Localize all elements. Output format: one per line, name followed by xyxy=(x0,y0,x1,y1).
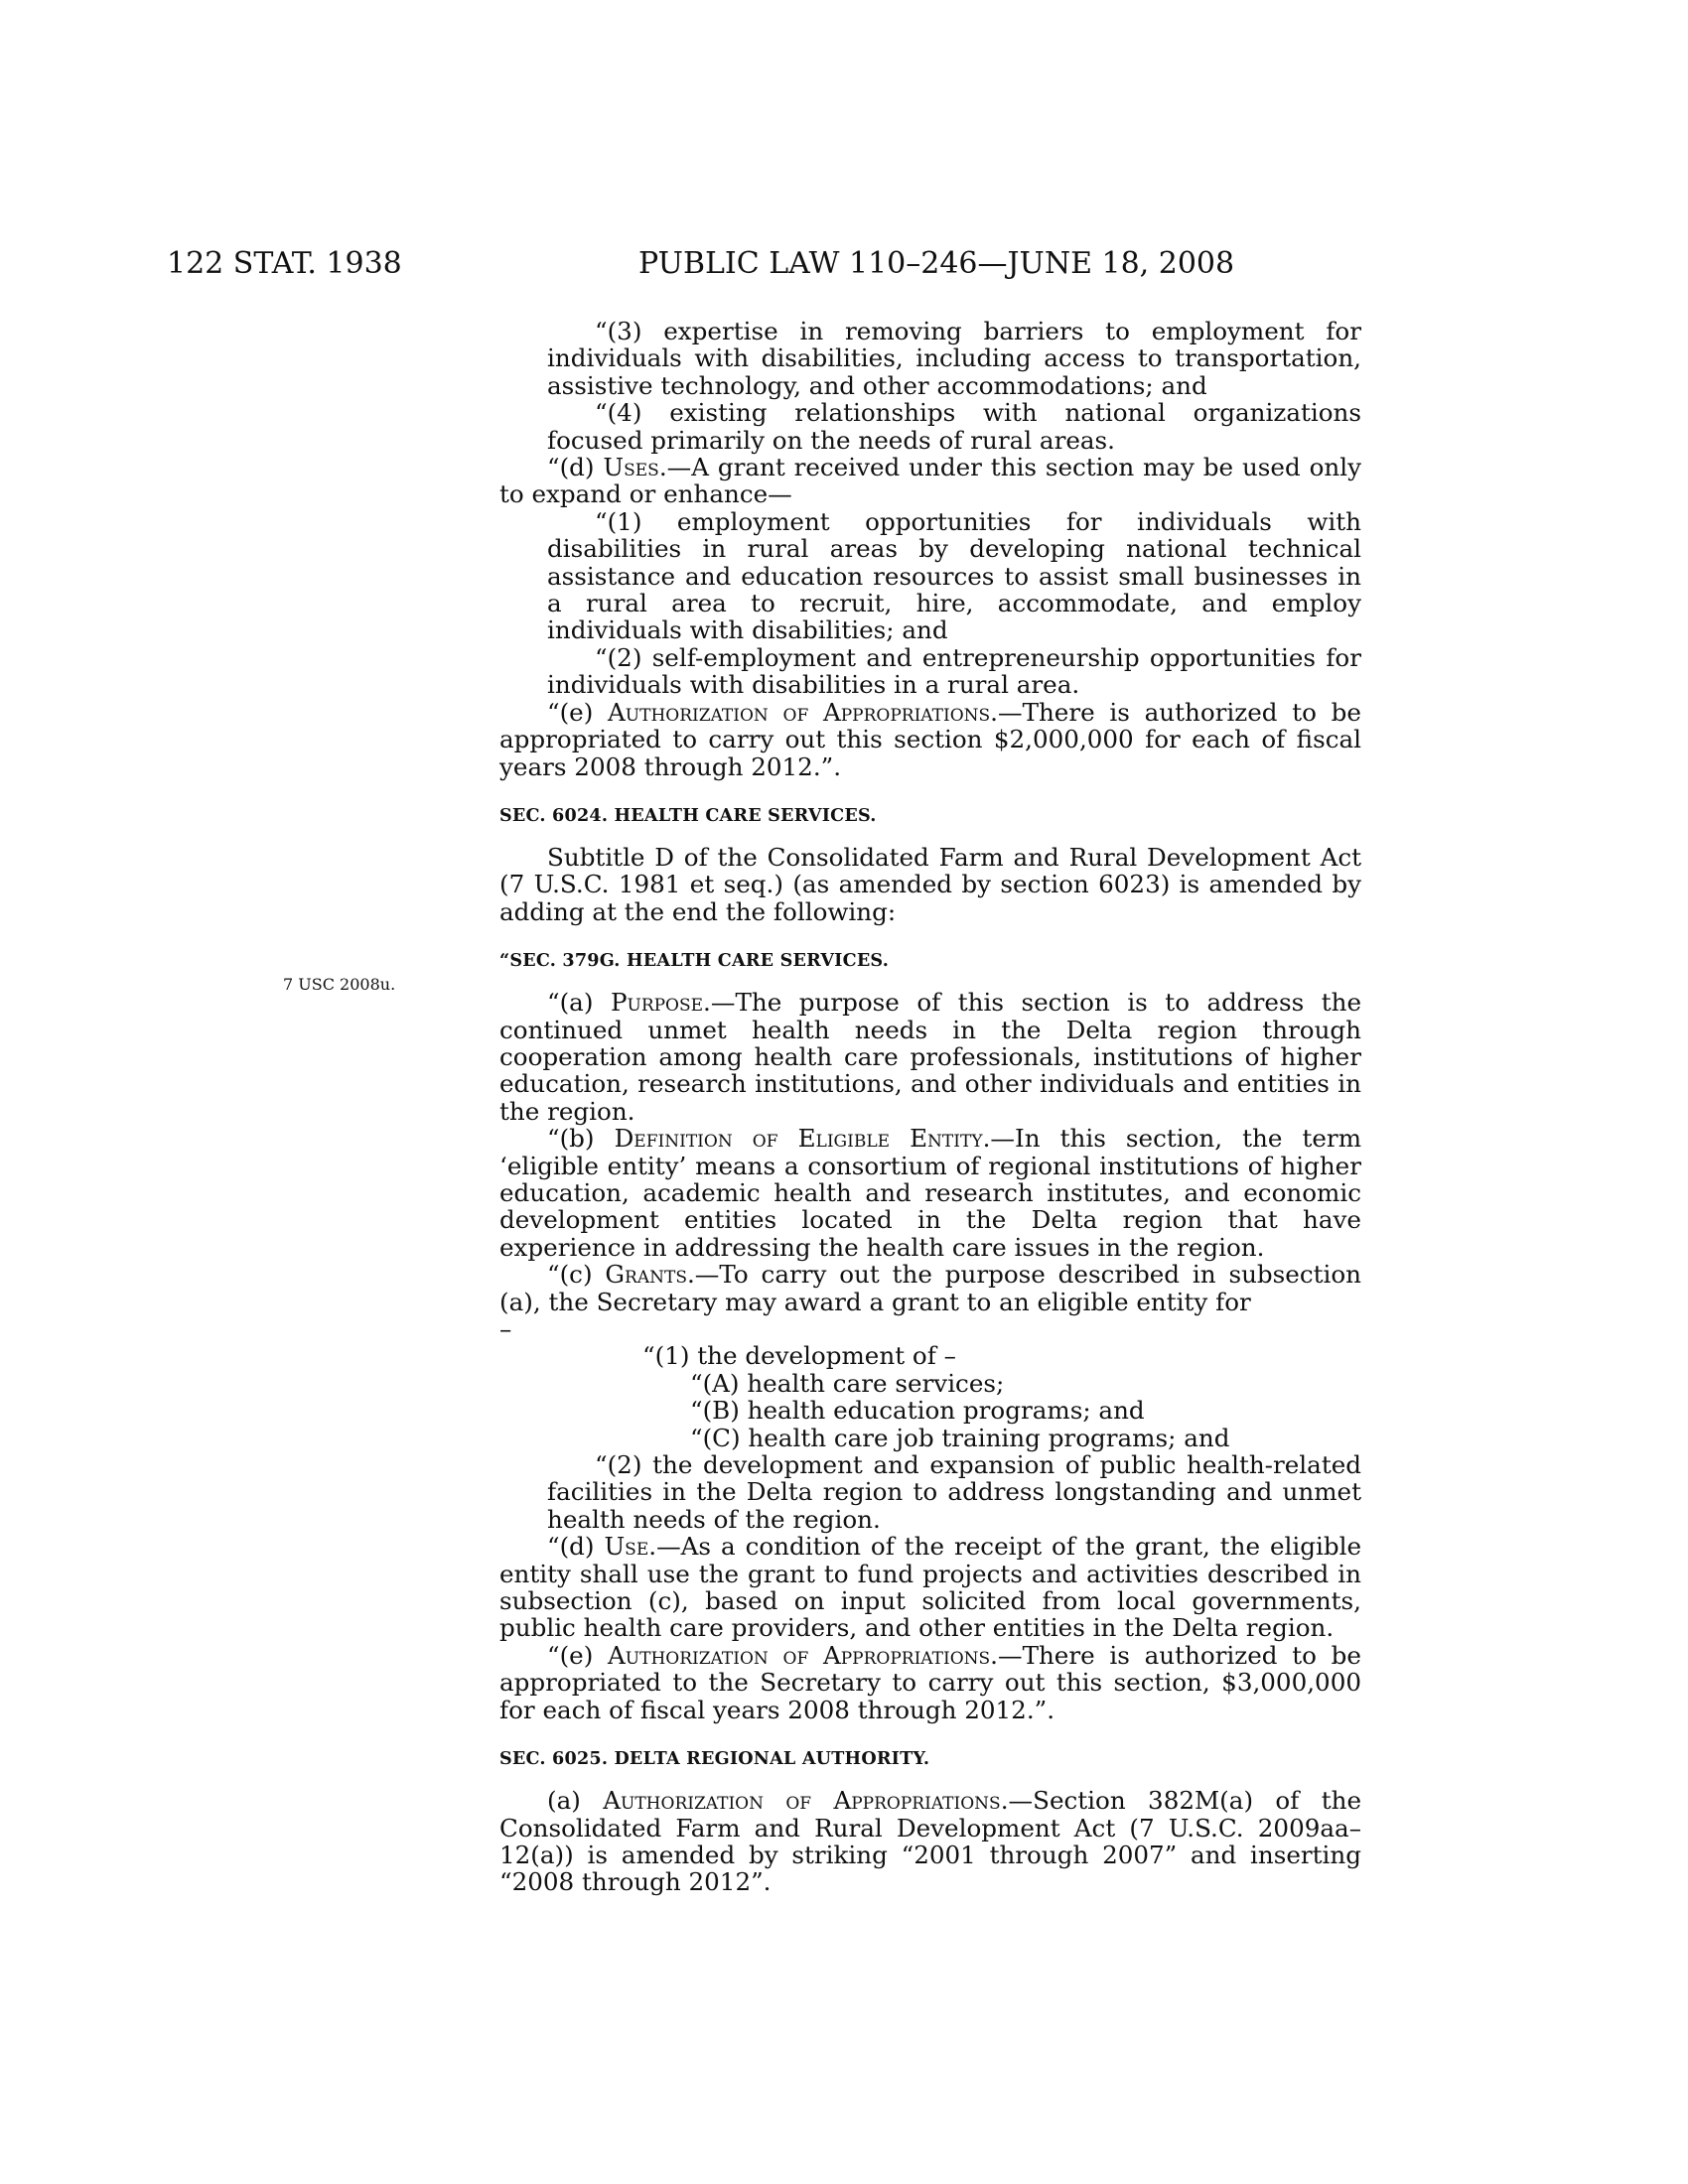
document-body xyxy=(499,318,1361,1896)
paragraph-d2: “(2) self-employment and entrepreneurship opportunities for individuals with disabilities in a rural area. xyxy=(547,642,1361,700)
paragraph-c2: “(2) the development and expansion of public health-related facilities in the Delta region to address longstanding and unmet health needs of the region. xyxy=(547,1450,1361,1534)
stat-reference: 122 STAT. 1938 xyxy=(167,246,402,281)
paragraph-d1: “(1) employment opportunities for individuals with disabilities in rural areas by developing national technical assistance and education resources to assist small businesses in a rural area to recruit, hire, accommodate, and employ individuals with disabilities; and xyxy=(547,506,1361,645)
subsection-d-uses: “(d) Uses.—A grant received under this section may be used only to expand or enhance— xyxy=(499,453,1361,509)
subsection-b-definition: “(b) Definition of Eligible Entity.—In this section, the term ‘eligible entity’ means a consortium of regional institutions of higher education, academic health and research institutes, and economic development entities located in the Delta region that have experience in addressing the health care issues in the region. xyxy=(499,1124,1362,1262)
subsection-d-use: “(d) Use.—As a condition of the receipt of the grant, the eligible entity shall use the grant to fund projects and activities described in subsection (c), based on input solicited from local governments, public health care providers, and other entities in the Delta region. xyxy=(499,1532,1361,1643)
paragraph-c4: “(4) existing relationships with national organizations focused primarily on the needs of rural areas. xyxy=(547,398,1361,455)
page-header xyxy=(0,246,1688,286)
subsection-a-purpose: “(a) Purpose.—The purpose of this section is to address the continued unmet health needs in the Delta region through cooperation among health care professionals, institutions of higher education, research institutions, and other individuals and entities in the region. xyxy=(499,988,1361,1126)
section-6025-heading: SEC. 6025. DELTA REGIONAL AUTHORITY. xyxy=(499,1748,930,1770)
stray-dash: – xyxy=(499,1314,512,1343)
paragraph-cB: “(B) health education programs; and xyxy=(690,1396,1145,1426)
paragraph-c1: “(1) the development of – xyxy=(642,1341,956,1371)
section-6024-heading: SEC. 6024. HEALTH CARE SERVICES. xyxy=(499,804,877,826)
subsection-e2-authorization: “(e) Authorization of Appropriations.—There is authorized to be appropriated to the Secretary to carry out this section, $3,000,000 for each of fiscal years 2008 through 2012.”. xyxy=(499,1640,1361,1724)
law-title: PUBLIC LAW 110–246—JUNE 18, 2008 xyxy=(638,246,1235,281)
paragraph-c3: “(3) expertise in removing barriers to employment for individuals with disabilities, including access to transportation, assistive technology, and other accommodations; and xyxy=(547,317,1361,400)
subsection-e-authorization: “(e) Authorization of Appropriations.—There is authorized to be appropriated to carry out this section $2,000,000 for each of fiscal years 2008 through 2012.”. xyxy=(499,697,1361,781)
paragraph-cA: “(A) health care services; xyxy=(690,1368,1005,1398)
subsection-c-grants: “(c) Grants.—To carry out the purpose described in subsection (a), the Secretary may award a grant to an eligible entity for xyxy=(499,1260,1361,1316)
section-6025-a: (a) Authorization of Appropriations.—Section 382M(a) of the Consolidated Farm and Rural Development Act (7 U.S.C. 2009aa–12(a)) is amended by striking “2001 through 2007” and inserting “2008 through 2012”. xyxy=(499,1786,1361,1897)
margin-note-usc: 7 USC 2008u. xyxy=(283,975,396,994)
section-379g-heading: “SEC. 379G. HEALTH CARE SERVICES. xyxy=(499,950,890,972)
section-6024-intro: Subtitle D of the Consolidated Farm and Rural Development Act (7 U.S.C. 1981 et seq.) (as amended by section 6023) is amended by adding at the end the following: xyxy=(499,842,1361,926)
paragraph-cC: “(C) health care job training programs; and xyxy=(690,1423,1230,1452)
